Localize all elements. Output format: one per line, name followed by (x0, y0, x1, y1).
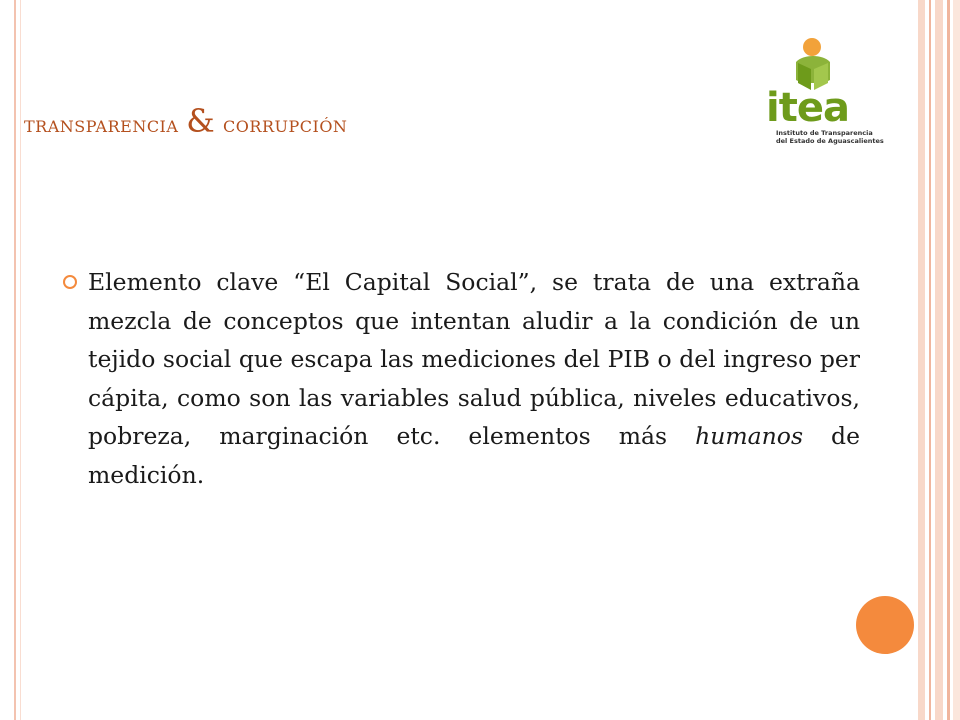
title-part-2: corrupción (223, 112, 348, 138)
title-part-1: transparencia (24, 112, 179, 138)
bullet-circle-icon (62, 274, 78, 290)
right-decorative-band (953, 0, 960, 720)
paragraph-text-end: de medición. (88, 422, 860, 489)
logo-subtitle-line-1: Instituto de Transparencia (776, 129, 873, 137)
slide-left-border-inner (20, 0, 21, 720)
title-ampersand: & (186, 102, 216, 140)
right-decorative-band (935, 0, 943, 720)
decorative-orange-circle (856, 596, 914, 654)
logo-subtitle (776, 130, 886, 146)
right-decorative-band (918, 0, 925, 720)
logo-subtitle-line-2: del Estado de Aguascalientes (776, 136, 884, 145)
right-decorative-line (929, 0, 931, 720)
slide-title (24, 102, 724, 140)
right-decorative-line (947, 0, 950, 720)
emphasized-word: humanos (695, 422, 804, 450)
slide-left-border (14, 0, 16, 720)
bullet-paragraph (88, 263, 860, 494)
paragraph-text: Elemento clave “El Capital Social”, se trata de una extraña mezcla de conceptos que intentan aludir a la condición de un tejido social que escapa las mediciones del PIB o del ingreso per cápita, como son las variables salud pública, niveles educativos, pobreza, marginación etc. elementos más (88, 268, 860, 450)
logo-wordmark: itea (766, 85, 849, 131)
